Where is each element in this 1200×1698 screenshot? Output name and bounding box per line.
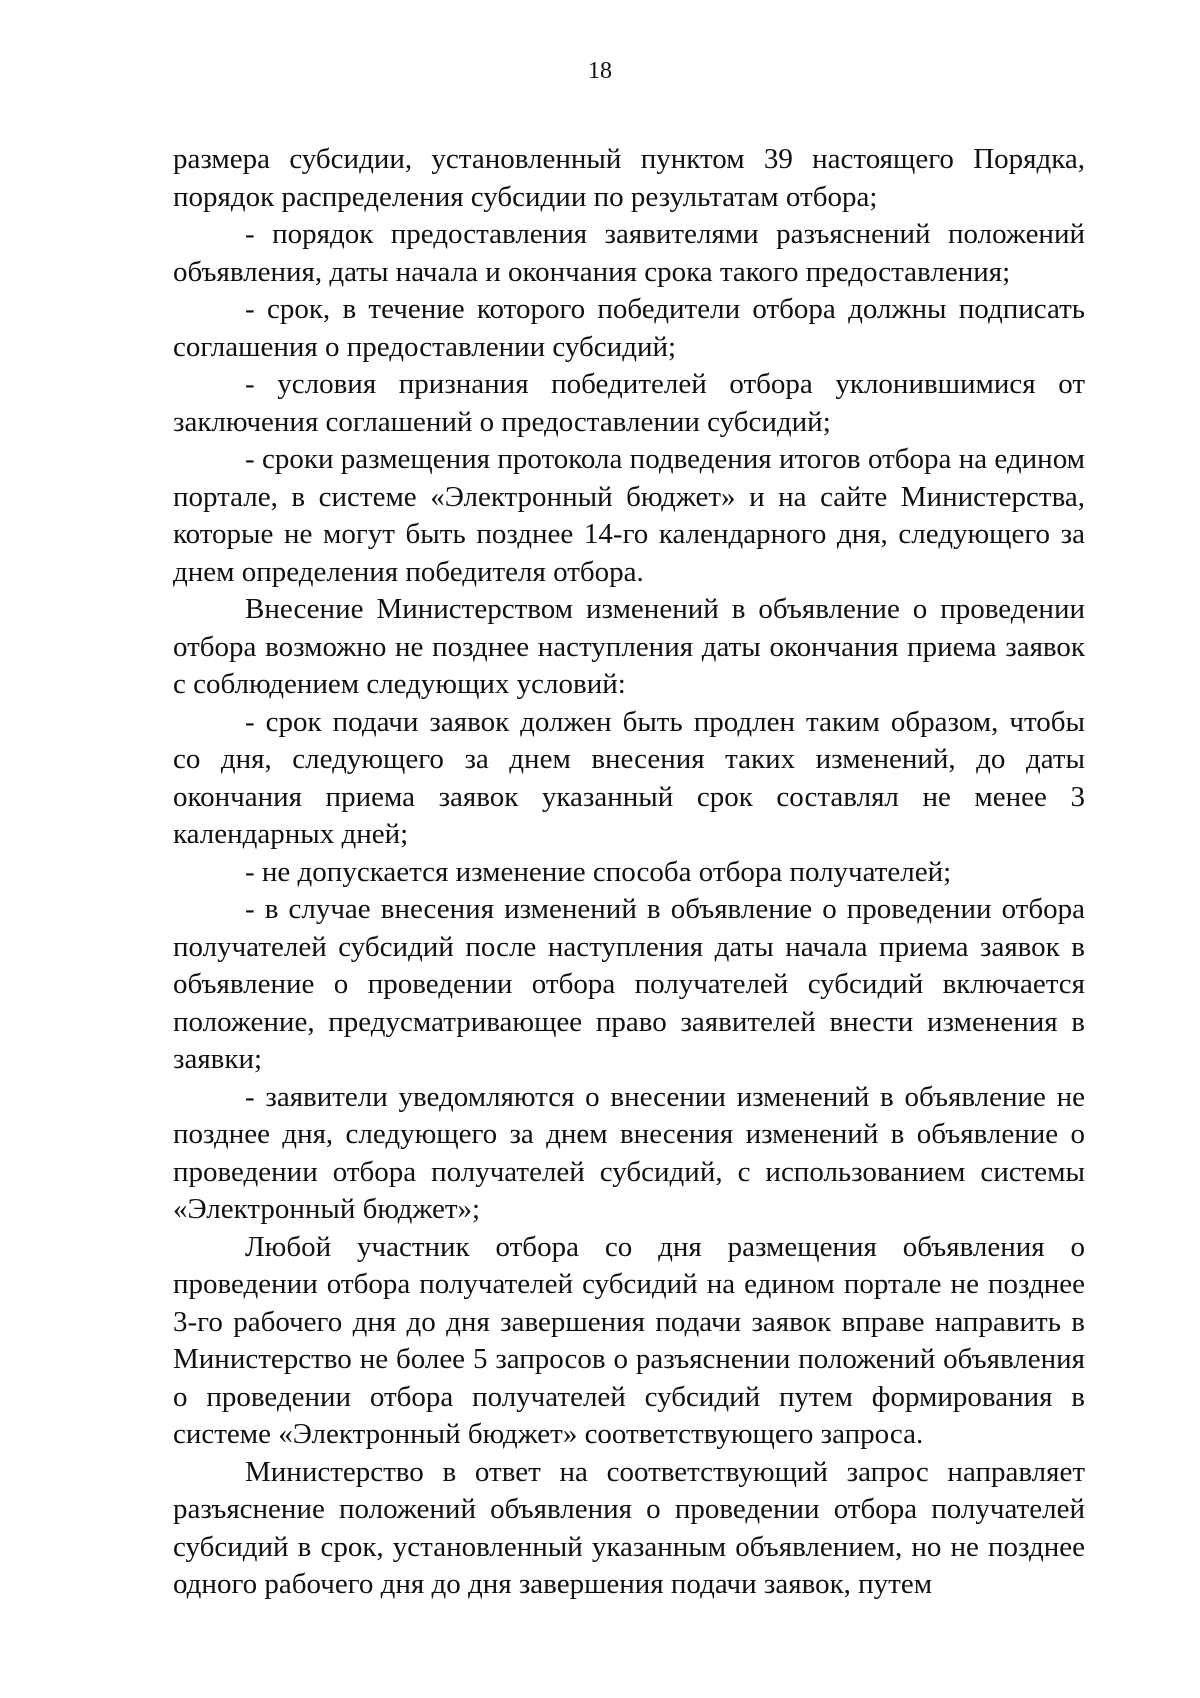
paragraph-clarification-requests: Любой участник отбора со дня размещения объявления о проведении отбора получателей субсидий на едином портале не позднее 3-го рабочего дня до дня завершения подачи заявок вправе направить в Министерство не более 5 запросов о разъяснении положений объявления о проведении отбора получателей субсидий путем формирования в системе «Электронный бюджет» соответствующего запроса.: [173, 1230, 1085, 1450]
list-item-right-to-amend: - в случае внесения изменений в объявление о проведении отбора получателей субсидий после наступления даты начала приема заявок в объявление о проведении отбора получателей субсидий включается положение, предусматривающее право заявителей внести изменения в заявки;: [173, 893, 1085, 1075]
document-body: [173, 141, 1085, 1604]
list-item-method-unchanged: - не допускается изменение способа отбора получателей;: [245, 855, 952, 888]
paragraph-amendments: Внесение Министерством изменений в объявление о проведении отбора возможно не позднее наступления даты окончания приема заявок с соблюдением следующих условий:: [173, 593, 1085, 700]
list-item-evasion-conditions: - условия признания победителей отбора уклонившимися от заключения соглашений о предоставлении субсидий;: [173, 368, 1085, 438]
list-item-clarification-order: - порядок предоставления заявителями разъяснений положений объявления, даты начала и окончания срока такого предоставления;: [173, 218, 1085, 288]
list-item-protocol-deadlines: - сроки размещения протокола подведения итогов отбора на едином портале, в системе «Электронный бюджет» и на сайте Министерства, которые не могут быть позднее 14-го календарного дня, следующего за днем определения победителя отбора.: [173, 443, 1085, 588]
list-item-notification: - заявители уведомляются о внесении изменений в объявление не позднее дня, следующего за днем внесения изменений в объявление о проведении отбора получателей субсидий, с использованием системы «Электронный бюджет»;: [173, 1080, 1085, 1225]
paragraph-continuation: размера субсидии, установленный пунктом 39 настоящего Порядка, порядок распределения субсидии по результатам отбора;: [173, 143, 1085, 213]
list-item-extension: - срок подачи заявок должен быть продлен таким образом, чтобы со дня, следующего за днем внесения таких изменений, до даты окончания приема заявок указанный срок составлял не менее 3 календарных дней;: [173, 705, 1085, 850]
page-number: 18: [588, 58, 612, 84]
list-item-signing-deadline: - срок, в течение которого победители отбора должны подписать соглашения о предоставлении субсидий;: [173, 293, 1085, 363]
paragraph-ministry-response: Министерство в ответ на соответствующий запрос направляет разъяснение положений объявления о проведении отбора получателей субсидий в срок, установленный указанным объявлением, но не позднее одного рабочего дня до дня завершения подачи заявок, путем: [173, 1455, 1085, 1600]
